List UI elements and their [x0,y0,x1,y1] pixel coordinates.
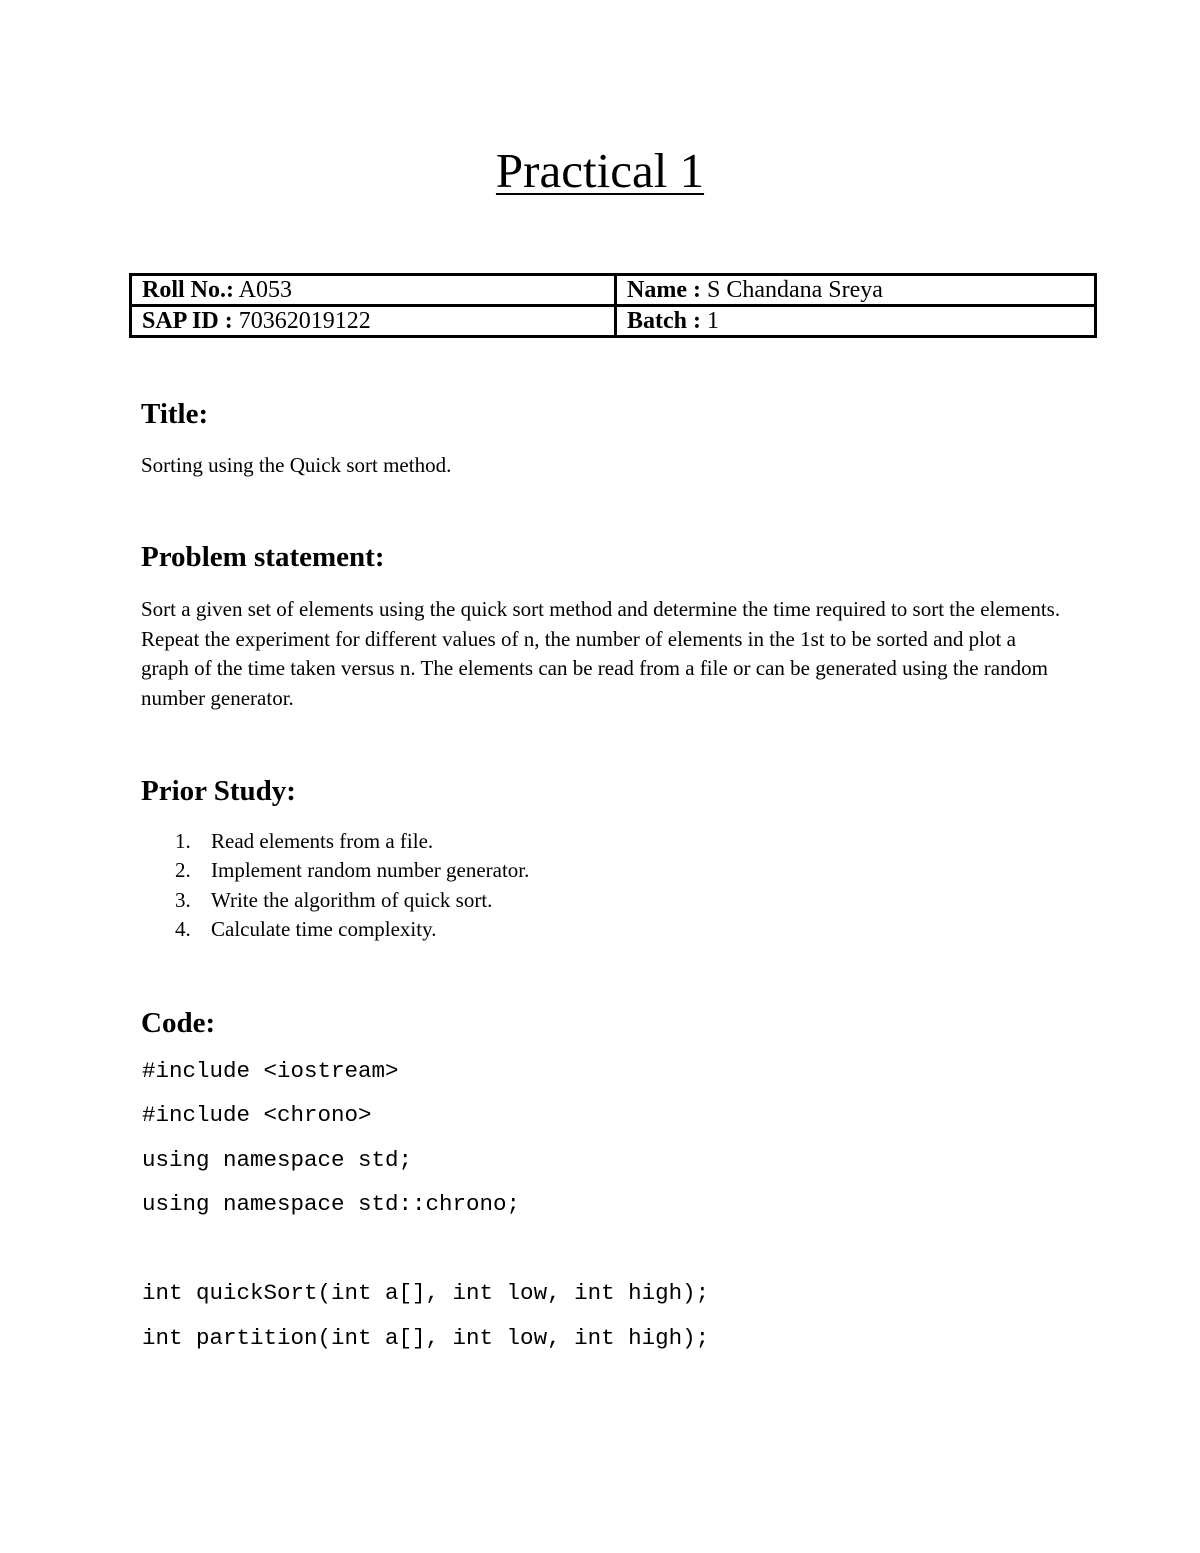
student-name-value: S Chandana Sreya [700,277,883,303]
list-item [141,886,529,915]
list-item-text: Implement random number generator. [211,858,530,883]
sap-id-label: SAP ID : [142,308,233,334]
list-item-text: Calculate time complexity. [211,916,437,941]
info-row [131,306,1096,337]
problem-statement-text: Sort a given set of elements using the quick sort method and determine the time required to sort the elements. Repeat the experiment for different values of n, the number of elements in the 1st to be sorted and plot a graph of the time taken versus n. The elements can be read from a file or can be generated using the random number generator. [141,597,1061,710]
list-item [141,915,529,944]
list-item [141,827,529,856]
list-item-number: 2. [175,858,191,883]
roll-number-label: Roll No.: [142,277,234,303]
problem-statement-heading: Problem statement: [141,541,385,573]
page-title: Practical 1 [495,143,705,198]
batch-cell [616,306,1096,337]
prior-study-heading: Prior Study: [141,775,296,807]
code-line: #include <chrono> [142,1102,372,1128]
list-item [141,856,529,885]
batch-label: Batch : [627,308,701,334]
batch-value: 1 [701,308,719,334]
code-line: using namespace std; [142,1147,413,1173]
student-info-table [129,273,1097,338]
roll-number-cell [131,275,616,306]
list-item-number: 1. [175,829,191,853]
code-line: int partition(int a[], int low, int high); [142,1325,710,1351]
student-name-label: Name : [627,277,701,303]
student-name-cell [616,275,1096,306]
code-line: int quickSort(int a[], int low, int high); [142,1280,710,1306]
list-item-text: Read elements from a file. [211,829,434,853]
prior-study-list [141,827,529,944]
roll-number-value: A053 [234,277,293,303]
code-line: using namespace std::chrono; [142,1191,521,1217]
list-item-number: 4. [175,916,191,941]
title-text: Sorting using the Quick sort method. [141,453,452,477]
sap-id-value: 70362019122 [232,308,371,334]
info-row [131,275,1096,306]
code-line: #include <iostream> [142,1058,399,1084]
title-heading: Title: [141,398,209,430]
code-heading: Code: [141,1007,216,1039]
sap-id-cell [131,306,616,337]
list-item-number: 3. [175,887,191,912]
list-item-text: Write the algorithm of quick sort. [211,887,493,912]
